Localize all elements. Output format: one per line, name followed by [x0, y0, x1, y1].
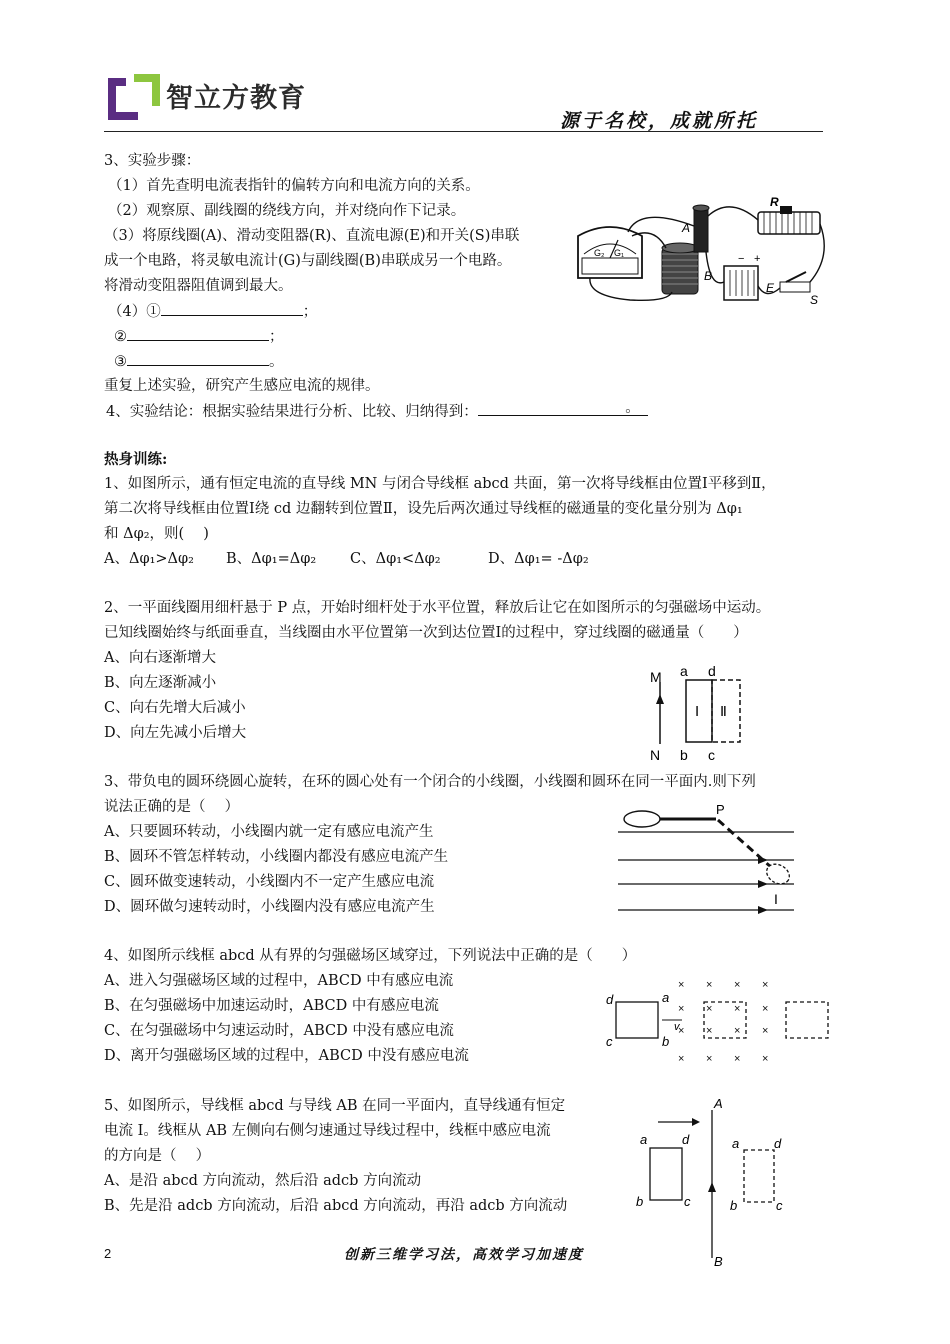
brand-name: 智立方教育 — [166, 83, 306, 114]
svg-text:×: × — [734, 1053, 741, 1065]
svg-text:×: × — [762, 1003, 769, 1015]
q2-label-b: b — [680, 747, 688, 763]
svg-text:×: × — [706, 979, 713, 991]
answer-blank-4[interactable] — [478, 401, 648, 416]
q5-label-c: c — [684, 1194, 691, 1209]
q2-line-2: 已知线圈始终与纸面垂直，当线圈由水平位置第一次到达位置Ⅰ的过程中，穿过线圈的磁通量（ ） — [104, 625, 748, 641]
g2-label: G₂ — [594, 248, 605, 258]
svg-text:×: × — [734, 1025, 741, 1037]
step-1: （1）首先查明电流表指针的偏转方向和电流方向的关系。 — [108, 178, 480, 194]
q4-label-c: c — [606, 1034, 613, 1049]
q1-line-2: 第二次将导线框由位置Ⅰ绕 cd 边翻转到位置Ⅱ，设先后两次通过导线框的磁通量的变化量分别为 Δφ₁ — [104, 501, 743, 517]
q2-label-c: c — [708, 747, 715, 763]
q1-option-c[interactable]: C、Δφ₁<Δφ₂ — [350, 551, 441, 567]
label-s: S — [810, 293, 819, 307]
step-4-item-1 — [108, 301, 317, 322]
step-4-item-2 — [114, 326, 284, 347]
q5-line-2: 电流 I。线框从 AB 左侧向右侧匀速通过导线过程中，线框中感应电流 — [104, 1123, 551, 1139]
q5-option-b[interactable]: B、先是沿 adcb 方向流动，后沿 abcd 方向流动，再沿 adcb 方向流动 — [104, 1198, 568, 1214]
q1-line-3: 和 Δφ₂，则( ) — [104, 526, 209, 542]
svg-text:×: × — [678, 1053, 685, 1065]
header-divider — [104, 131, 823, 132]
q2-label-n: N — [650, 747, 661, 763]
semicolon-1: ； — [302, 304, 318, 320]
q4-option-b[interactable]: B、在匀强磁场中加速运动时，ABCD 中有感应电流 — [104, 998, 439, 1014]
steps-title: 3、实验步骤： — [104, 153, 201, 169]
q2-option-d[interactable]: D、向左先减小后增大 — [104, 725, 247, 741]
q5-label-b2: b — [730, 1198, 738, 1213]
repeat-text: 重复上述实验，研究产生感应电流的规律。 — [104, 378, 380, 394]
step-3-line-1: （3）将原线圈(A)、滑动变阻器(R)、直流电源(E)和开关(S)串联 — [104, 228, 520, 244]
experiment-apparatus-diagram — [570, 196, 832, 308]
svg-text:×: × — [762, 1053, 769, 1065]
q3-label-p: P — [716, 802, 725, 817]
q5-line-3: 的方向是（ ） — [104, 1148, 211, 1164]
q4-label-b: b — [662, 1034, 670, 1049]
q2-line-1: 2、一平面线圈用细杆悬于 P 点，开始时细杆处于水平位置，释放后让它在如图所示的匀强磁场中运动。 — [104, 600, 771, 616]
step-4-label: （4）① — [108, 304, 161, 320]
q4-label-a: a — [662, 990, 670, 1005]
q5-label-d2: d — [774, 1136, 782, 1151]
period-1: 。 — [269, 354, 284, 370]
step-4-item-3-label: ③ — [114, 354, 127, 370]
q2-label-a: a — [680, 663, 688, 679]
q4-option-a[interactable]: A、进入匀强磁场区域的过程中，ABCD 中有感应电流 — [104, 973, 454, 989]
q5-label-d: d — [682, 1132, 690, 1147]
q4-label-d: d — [606, 992, 614, 1007]
answer-blank-2[interactable] — [127, 326, 269, 341]
label-e: E — [766, 281, 775, 295]
svg-text:×: × — [762, 1025, 769, 1037]
q4-field-frame-diagram — [600, 974, 840, 1070]
q5-label-b-wire: B — [714, 1254, 723, 1269]
header-slogan: 源于名校，成就所托 — [560, 110, 759, 132]
q4-option-c[interactable]: C、在匀强磁场中匀速运动时，ABCD 中没有感应电流 — [104, 1023, 454, 1039]
q3-option-c[interactable]: C、圆环做变速转动，小线圈内不一定产生感应电流 — [104, 874, 435, 890]
q4-label-v: v — [674, 1021, 680, 1033]
q3-line-2: 说法正确的是（ ） — [104, 799, 240, 815]
label-plus: + — [754, 253, 761, 265]
svg-text:×: × — [706, 1025, 713, 1037]
svg-text:×: × — [734, 979, 741, 991]
q5-option-a[interactable]: A、是沿 abcd 方向流动，然后沿 adcb 方向流动 — [104, 1173, 422, 1189]
svg-text:×: × — [678, 1025, 685, 1037]
q3-option-a[interactable]: A、只要圆环转动，小线圈内就一定有感应电流产生 — [104, 824, 434, 840]
label-b: B — [704, 269, 713, 283]
page-number: 2 — [104, 1246, 112, 1261]
step-4-item-2-label: ② — [114, 329, 127, 345]
warmup-title: 热身训练: — [104, 451, 168, 468]
footer-slogan: 创新三维学习法，高效学习加速度 — [344, 1247, 584, 1263]
svg-text:×: × — [762, 979, 769, 991]
conclusion-text: 4、实验结论：根据实验结果进行分析、比较、归纳得到： — [106, 404, 478, 420]
conclusion — [106, 401, 648, 422]
q2-label-ii: Ⅱ — [720, 703, 727, 719]
q4-line-1: 4、如图所示线框 abcd 从有界的匀强磁场区域穿过，下列说法中正确的是（ ） — [104, 948, 637, 964]
q3-option-b[interactable]: B、圆环不管怎样转动，小线圈内都没有感应电流产生 — [104, 849, 449, 865]
q5-label-a: a — [640, 1132, 648, 1147]
step-3-line-2: 成一个电路，将灵敏电流计(G)与副线圈(B)串联成另一个电路。 — [104, 253, 512, 269]
step-4-item-3 — [114, 351, 284, 372]
brand-logo-icon — [104, 72, 162, 124]
q2-label-i: Ⅰ — [695, 703, 700, 719]
q3-pendulum-coil-diagram — [612, 798, 802, 918]
svg-text:×: × — [678, 979, 685, 991]
q2-label-d: d — [708, 663, 716, 679]
label-r: R — [770, 196, 779, 209]
q2-option-a[interactable]: A、向右逐渐增大 — [104, 650, 216, 666]
period-2: 。 — [625, 400, 640, 416]
header — [0, 0, 950, 135]
q5-wire-frame-diagram — [630, 1090, 800, 1272]
answer-blank-3[interactable] — [127, 351, 269, 366]
step-2: （2）观察原、副线圈的绕线方向，并对绕向作下记录。 — [108, 203, 466, 219]
q4-option-d[interactable]: D、离开匀强磁场区域的过程中，ABCD 中没有感应电流 — [104, 1048, 469, 1064]
svg-text:×: × — [678, 1003, 685, 1015]
q1-option-a[interactable]: A、Δφ₁>Δφ₂ — [104, 551, 194, 567]
q1-option-b[interactable]: B、Δφ₁=Δφ₂ — [226, 551, 317, 567]
q5-label-a-wire: A — [714, 1096, 723, 1111]
q5-label-b: b — [636, 1194, 644, 1209]
svg-text:×: × — [734, 1003, 741, 1015]
g1-label: G₁ — [614, 248, 625, 258]
q2-option-c[interactable]: C、向右先增大后减小 — [104, 700, 246, 716]
q1-option-d[interactable]: D、Δφ₁= -Δφ₂ — [488, 551, 589, 567]
q3-line-1: 3、带负电的圆环绕圆心旋转，在环的圆心处有一个闭合的小线圈，小线圈和圆环在同一平面内.则下列 — [104, 774, 756, 790]
step-3-line-3: 将滑动变阻器阻值调到最大。 — [104, 278, 293, 294]
q5-label-c2: c — [776, 1198, 783, 1213]
q2-wire-frame-diagram — [640, 660, 750, 768]
q3-option-d[interactable]: D、圆环做匀速转动时，小线圈内没有感应电流产生 — [104, 899, 435, 915]
q3-label-i: I — [774, 891, 778, 907]
q2-option-b[interactable]: B、向左逐渐减小 — [104, 675, 217, 691]
label-minus: − — [738, 253, 745, 265]
q4-field-crosses — [678, 979, 768, 1065]
q2-label-m: M — [650, 669, 662, 685]
q5-label-a2: a — [732, 1136, 740, 1151]
label-a: A — [682, 221, 691, 235]
answer-blank-1[interactable] — [161, 301, 303, 316]
svg-text:×: × — [706, 1003, 713, 1015]
q5-line-1: 5、如图所示，导线框 abcd 与导线 AB 在同一平面内，直导线通有恒定 — [104, 1098, 566, 1114]
semicolon-2: ； — [269, 329, 284, 345]
q1-line-1: 1、如图所示，通有恒定电流的直导线 MN 与闭合导线框 abcd 共面，第一次将导线框由位置Ⅰ平移到Ⅱ， — [104, 476, 776, 492]
svg-text:×: × — [706, 1053, 713, 1065]
